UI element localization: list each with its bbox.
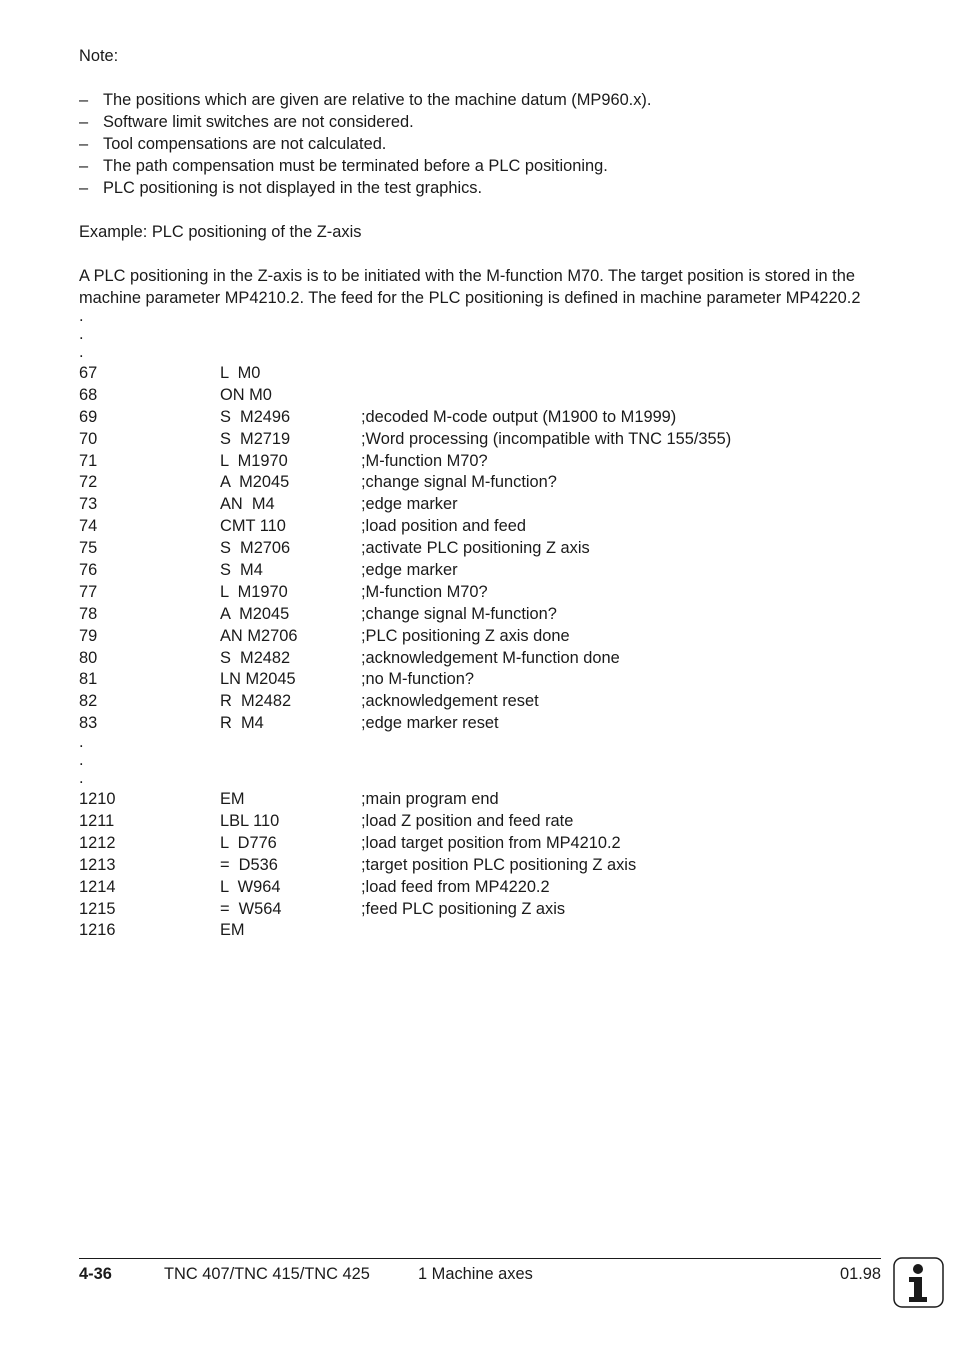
- line-number: 1211: [79, 812, 115, 831]
- line-number: 1216: [79, 921, 116, 940]
- bullet-dash: –: [79, 157, 89, 175]
- code-line: [79, 604, 879, 626]
- note-item: – PLC positioning is not displayed in the test graphics.: [79, 179, 483, 197]
- ellipsis-dot: .: [79, 751, 84, 770]
- line-number: 76: [79, 561, 98, 580]
- comment: [361, 363, 879, 385]
- instruction: L M0: [220, 364, 261, 382]
- line-number: 1213: [79, 855, 116, 874]
- comment: ;edge marker: [361, 561, 458, 580]
- code-listing-main: [79, 363, 879, 735]
- line-number: 77: [79, 582, 98, 601]
- code-line: [79, 855, 879, 877]
- code-line: [79, 713, 879, 735]
- comment: ;Word processing (incompatible with TNC 155/355): [361, 429, 732, 448]
- info-icon: [893, 1257, 944, 1308]
- bullet-dash: –: [79, 179, 89, 197]
- code-line: [79, 538, 879, 560]
- code-listing-subprogram: [79, 789, 879, 942]
- instruction: A M2045: [220, 604, 290, 623]
- instruction: S M2496: [220, 407, 291, 426]
- instruction: L M1970: [220, 451, 288, 470]
- line-number: 72: [79, 473, 98, 492]
- code-line: [79, 429, 879, 451]
- note-list: [79, 89, 879, 199]
- line-number: 1214: [79, 877, 116, 896]
- instruction: AN M2706: [220, 626, 298, 645]
- instruction: S M2719: [220, 429, 291, 448]
- instruction: L W964: [220, 877, 281, 896]
- line-number: 70: [79, 429, 98, 448]
- ellipsis-dot: .: [79, 769, 84, 788]
- bullet-dash: –: [79, 135, 89, 153]
- instruction: ON M0: [220, 385, 272, 404]
- line-number: 80: [79, 648, 98, 667]
- comment: ;M-function M70?: [361, 582, 488, 601]
- code-line: [79, 494, 879, 516]
- comment: [361, 385, 879, 407]
- ellipsis-dot: .: [79, 733, 84, 752]
- instruction: R M4: [220, 714, 264, 733]
- line-number: 75: [79, 539, 98, 558]
- instruction: R M2482: [220, 692, 292, 711]
- instruction: EM: [220, 921, 245, 940]
- code-line: [79, 691, 879, 713]
- line-number: 1215: [79, 899, 116, 918]
- line-number: 67: [79, 364, 98, 382]
- line-number: 82: [79, 692, 98, 711]
- comment: ;change signal M-function?: [361, 604, 557, 623]
- instruction: A M2045: [220, 473, 290, 492]
- comment: ;edge marker: [361, 495, 458, 514]
- ellipsis-dot: .: [79, 325, 84, 343]
- line-number: 73: [79, 495, 98, 514]
- ellipsis-dot: .: [79, 343, 84, 361]
- instruction: S M2482: [220, 648, 291, 667]
- code-line: [79, 363, 879, 385]
- note-item: – Software limit switches are not considered.: [79, 113, 414, 131]
- code-line: [79, 811, 879, 833]
- bullet-dash: –: [79, 113, 89, 131]
- page-content: [79, 45, 879, 942]
- instruction: S M4: [220, 561, 263, 580]
- line-number: 68: [79, 385, 98, 404]
- page-footer: [79, 1258, 881, 1287]
- comment: ;load feed from MP4220.2: [361, 877, 550, 896]
- code-line: [79, 560, 879, 582]
- code-line: [79, 385, 879, 407]
- code-line: [79, 833, 879, 855]
- footer-page-number: 4-36: [79, 1265, 112, 1283]
- comment: ;M-function M70?: [361, 451, 488, 470]
- comment: ;acknowledgement M-function done: [361, 648, 620, 667]
- instruction: LBL 110: [220, 812, 280, 831]
- line-number: 1212: [79, 833, 116, 852]
- line-number: 69: [79, 407, 98, 426]
- comment: ;load position and feed: [361, 517, 526, 536]
- comment: ;main program end: [361, 790, 499, 809]
- bullet-dash: –: [79, 91, 89, 109]
- code-line: [79, 899, 879, 921]
- note-heading: Note:: [79, 47, 119, 65]
- instruction: = W564: [220, 899, 282, 918]
- code-line: [79, 877, 879, 899]
- comment: ;load Z position and feed rate: [361, 812, 574, 831]
- footer-date: 01.98: [839, 1265, 881, 1283]
- note-item: – Tool compensations are not calculated.: [79, 135, 387, 153]
- instruction: L M1970: [220, 582, 288, 601]
- example-title: Example: PLC positioning of the Z-axis: [79, 223, 362, 241]
- instruction: AN M4: [220, 495, 275, 514]
- comment: ;decoded M-code output (M1900 to M1999): [361, 407, 677, 426]
- comment: ;target position PLC positioning Z axis: [361, 855, 637, 874]
- code-line: [79, 407, 879, 429]
- code-line: [79, 626, 879, 648]
- comment: ;activate PLC positioning Z axis: [361, 539, 590, 558]
- ellipsis-dot: .: [79, 307, 84, 325]
- code-line: [79, 582, 879, 604]
- line-number: 74: [79, 517, 98, 536]
- footer-model: TNC 407/TNC 415/TNC 425: [164, 1265, 370, 1283]
- code-line: [79, 472, 879, 494]
- code-line: [79, 789, 879, 811]
- comment: ;feed PLC positioning Z axis: [361, 899, 566, 918]
- code-line: [79, 669, 879, 691]
- note-item: – The positions which are given are relative to the machine datum (MP960.x).: [79, 91, 652, 109]
- instruction: = D536: [220, 855, 278, 874]
- code-line: [79, 648, 879, 670]
- comment: ;edge marker reset: [361, 714, 499, 733]
- code-line: [79, 920, 879, 942]
- line-number: 79: [79, 626, 98, 645]
- code-line: [79, 451, 879, 473]
- example-description: A PLC positioning in the Z-axis is to be initiated with the M-function M70. The target position is stored in the machine parameter MP4210.2. The feed for the PLC positioning is defined in machine parameter MP4220.2: [79, 267, 861, 307]
- comment: ;acknowledgement reset: [361, 692, 539, 711]
- line-number: 1210: [79, 790, 116, 809]
- line-number: 71: [79, 451, 98, 470]
- comment: ;load target position from MP4210.2: [361, 833, 621, 852]
- instruction: LN M2045: [220, 670, 296, 689]
- note-item: – The path compensation must be terminated before a PLC positioning.: [79, 157, 608, 175]
- line-number: 78: [79, 604, 98, 623]
- instruction: S M2706: [220, 539, 291, 558]
- instruction: EM: [220, 790, 245, 809]
- line-number: 83: [79, 714, 98, 733]
- comment: ;no M-function?: [361, 670, 474, 689]
- comment: [361, 920, 879, 942]
- instruction: CMT 110: [220, 517, 286, 536]
- line-number: 81: [79, 670, 98, 689]
- code-line: [79, 516, 879, 538]
- comment: ;PLC positioning Z axis done: [361, 626, 570, 645]
- footer-chapter: 1 Machine axes: [418, 1265, 533, 1283]
- comment: ;change signal M-function?: [361, 473, 557, 492]
- instruction: L D776: [220, 833, 277, 852]
